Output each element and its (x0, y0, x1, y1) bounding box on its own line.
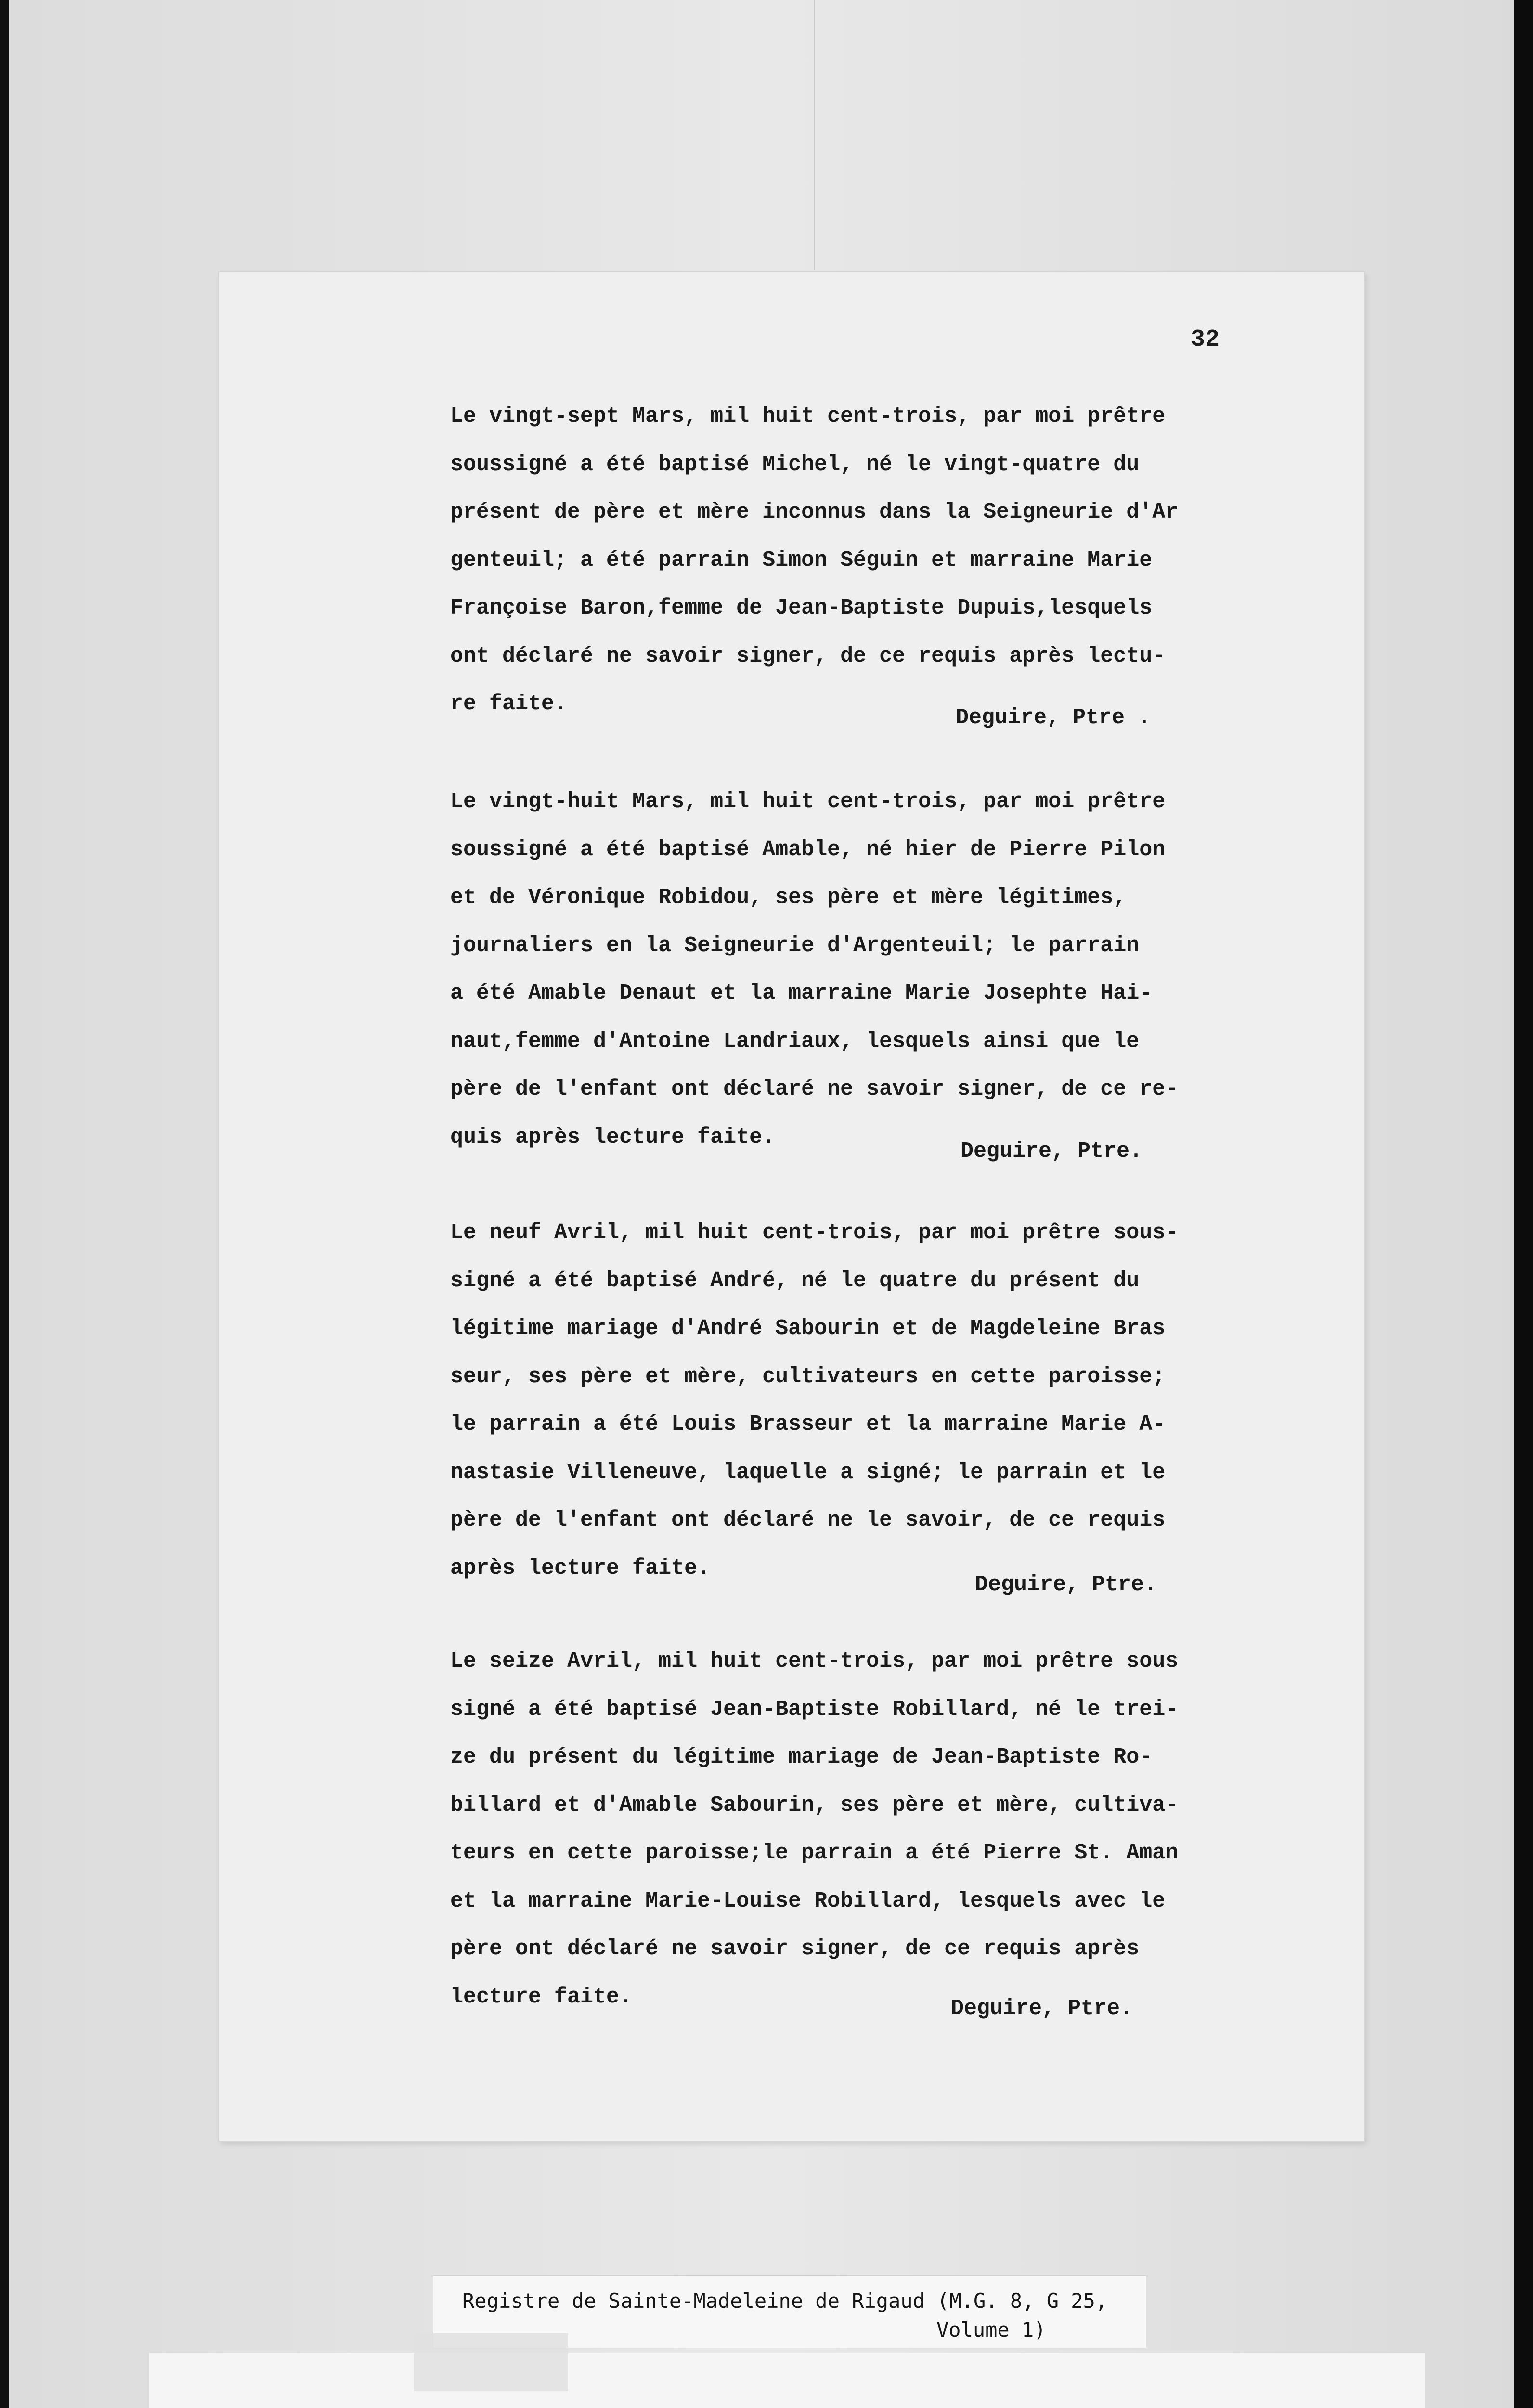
caption-line: Volume 1) (936, 2318, 1046, 2342)
entry-line: journaliers en la Seigneurie d'Argenteuil; le parrain (450, 933, 1140, 958)
entry-line: billard et d'Amable Sabourin, ses père et mère, cultiva- (450, 1793, 1179, 1818)
entry-line: après lecture faite. (450, 1556, 711, 1581)
entry-line: père de l'enfant ont déclaré ne savoir signer, de ce re- (450, 1077, 1179, 1101)
register-page (219, 272, 1364, 2141)
caption-line: Registre de Sainte-Madeleine de Rigaud (M.G. 8, G 25, (462, 2289, 1108, 2313)
entry-line: présent de père et mère inconnus dans la Seigneurie d'Ar (450, 500, 1179, 524)
film-edge-right (1514, 0, 1533, 2408)
entry-line: Le vingt-sept Mars, mil huit cent-trois, par moi prêtre (450, 404, 1166, 429)
entry-line: le parrain a été Louis Brasseur et la marraine Marie A- (450, 1412, 1166, 1437)
entry-line: genteuil; a été parrain Simon Séguin et marraine Marie (450, 548, 1153, 573)
baptism-entry-jean-baptiste (450, 1637, 1365, 2021)
entry-line: naut,femme d'Antoine Landriaux, lesquels ainsi que le (450, 1029, 1140, 1054)
entry-line: Le vingt-huit Mars, mil huit cent-trois, par moi prêtre (450, 789, 1166, 814)
entry-line: signé a été baptisé Jean-Baptiste Robillard, né le trei- (450, 1697, 1179, 1722)
entry-line: re faite. (450, 692, 568, 716)
priest-signature: Deguire, Ptre. (961, 1139, 1143, 1164)
entry-line: et la marraine Marie-Louise Robillard, lesquels avec le (450, 1888, 1166, 1913)
entry-line: Françoise Baron,femme de Jean-Baptiste Dupuis,lesquels (450, 596, 1153, 620)
entry-line: a été Amable Denaut et la marraine Marie Josephte Hai- (450, 981, 1153, 1006)
page-number: 32 (1190, 326, 1220, 353)
entry-line: seur, ses père et mère, cultivateurs en cette paroisse; (450, 1364, 1166, 1389)
entry-line: père de l'enfant ont déclaré ne le savoir, de ce requis (450, 1508, 1166, 1532)
film-edge-left (0, 0, 9, 2408)
tape-strip (414, 2333, 568, 2391)
priest-signature: Deguire, Ptre. (975, 1572, 1157, 1597)
public-archives-card (149, 2353, 1425, 2408)
entry-line: ont déclaré ne savoir signer, de ce requis après lectu- (450, 643, 1166, 668)
film-fold-line (814, 0, 815, 270)
entry-line: et de Véronique Robidou, ses père et mère légitimes, (450, 885, 1127, 910)
entry-line: ze du présent du légitime mariage de Jean-Baptiste Ro- (450, 1745, 1153, 1769)
baptism-entry-andre (450, 1209, 1365, 1592)
baptism-entry-michel (450, 393, 1365, 728)
entry-line: quis après lecture faite. (450, 1125, 776, 1150)
entry-line: signé a été baptisé André, né le quatre du présent du (450, 1268, 1140, 1293)
entry-line: soussigné a été baptisé Amable, né hier de Pierre Pilon (450, 837, 1166, 862)
entry-line: Le neuf Avril, mil huit cent-trois, par moi prêtre sous- (450, 1220, 1179, 1245)
entry-line: père ont déclaré ne savoir signer, de ce requis après (450, 1937, 1140, 1961)
entry-line: lecture faite. (450, 1984, 633, 2009)
entry-line: teurs en cette paroisse;le parrain a été Pierre St. Aman (450, 1841, 1179, 1865)
baptism-entry-amable (450, 778, 1365, 1161)
priest-signature: Deguire, Ptre. (951, 1996, 1133, 2021)
entry-line: soussigné a été baptisé Michel, né le vingt-quatre du (450, 452, 1140, 477)
entry-line: Le seize Avril, mil huit cent-trois, par moi prêtre sous (450, 1649, 1179, 1674)
entry-line: légitime mariage d'André Sabourin et de Magdeleine Bras (450, 1316, 1166, 1341)
priest-signature: Deguire, Ptre . (956, 706, 1151, 730)
entry-line: nastasie Villeneuve, laquelle a signé; le parrain et le (450, 1460, 1166, 1485)
